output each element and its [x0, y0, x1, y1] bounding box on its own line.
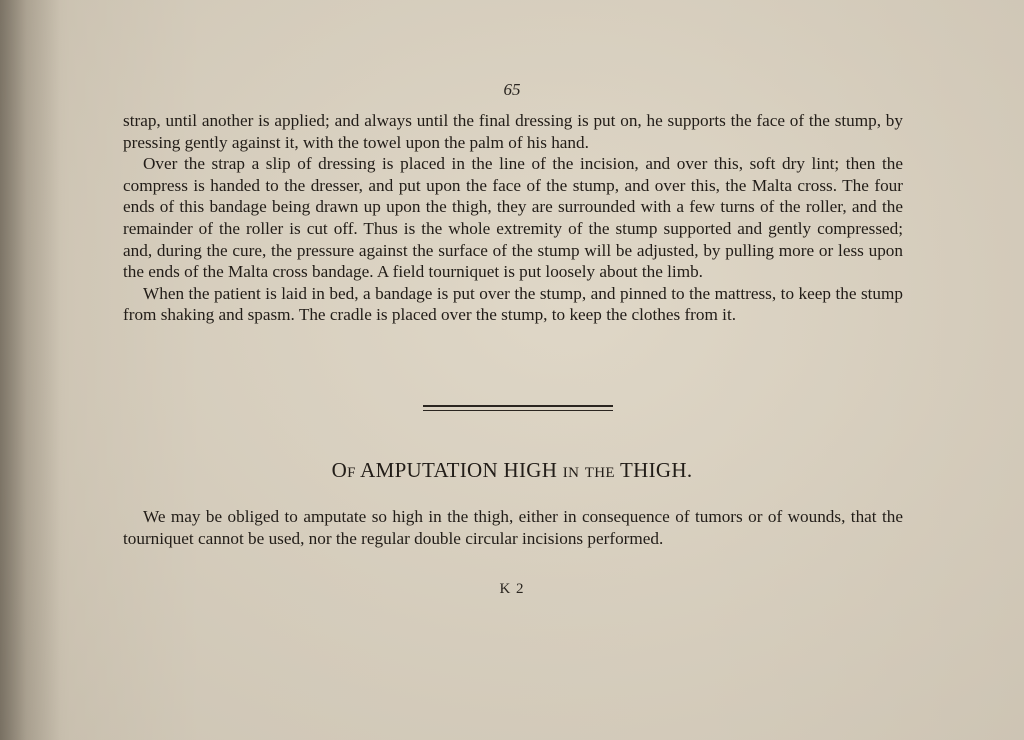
title-word-amputation: AMPUTATION	[360, 458, 498, 482]
title-word-of: Of	[331, 458, 356, 482]
body-text	[123, 110, 903, 326]
page-number: 65	[503, 80, 521, 99]
signature-mark: K 2	[499, 581, 525, 597]
divider-rule-thin	[423, 410, 613, 411]
section-paragraph: We may be obliged to amputate so high in the thigh, either in consequence of tumors or of wounds, that the tourniquet cannot be used, nor the regular double circular incisions performed.	[123, 507, 903, 548]
divider-rule-thick	[423, 405, 613, 407]
section-divider	[423, 405, 613, 414]
paragraph-1: strap, until another is applied; and always until the final dressing is put on, he supports the face of the stump, by pressing gently against it, with the towel upon the palm of his hand.	[123, 111, 903, 152]
title-word-thigh: THIGH.	[620, 458, 693, 482]
title-word-high: HIGH	[503, 458, 558, 482]
paragraph-3: When the patient is laid in bed, a bandage is put over the stump, and pinned to the mattress, to keep the stump from shaking and spasm. The cradle is placed over the stump, to keep the clothes from it.	[123, 283, 903, 325]
title-word-in-the: in the	[562, 458, 615, 482]
paragraph-2: Over the strap a slip of dressing is placed in the line of the incision, and over this, soft dry lint; then the compress is handed to the dresser, and put upon the face of the stump, and over this, the Malta cross. The four ends of this bandage being drawn up upon the thigh, they are surrounded with a few turns of the roller, and the remainder of the roller is cut off. Thus is the whole extremity of the stump supported and gently compressed; and, during the cure, the pressure against the surface of the stump will be adjusted, by pulling more or less upon the ends of the Malta cross bandage. A field tourniquet is put loosely about the limb.	[123, 154, 903, 282]
binding-gutter-shadow	[0, 0, 60, 740]
section-text	[123, 506, 903, 549]
section-title	[0, 458, 1024, 483]
